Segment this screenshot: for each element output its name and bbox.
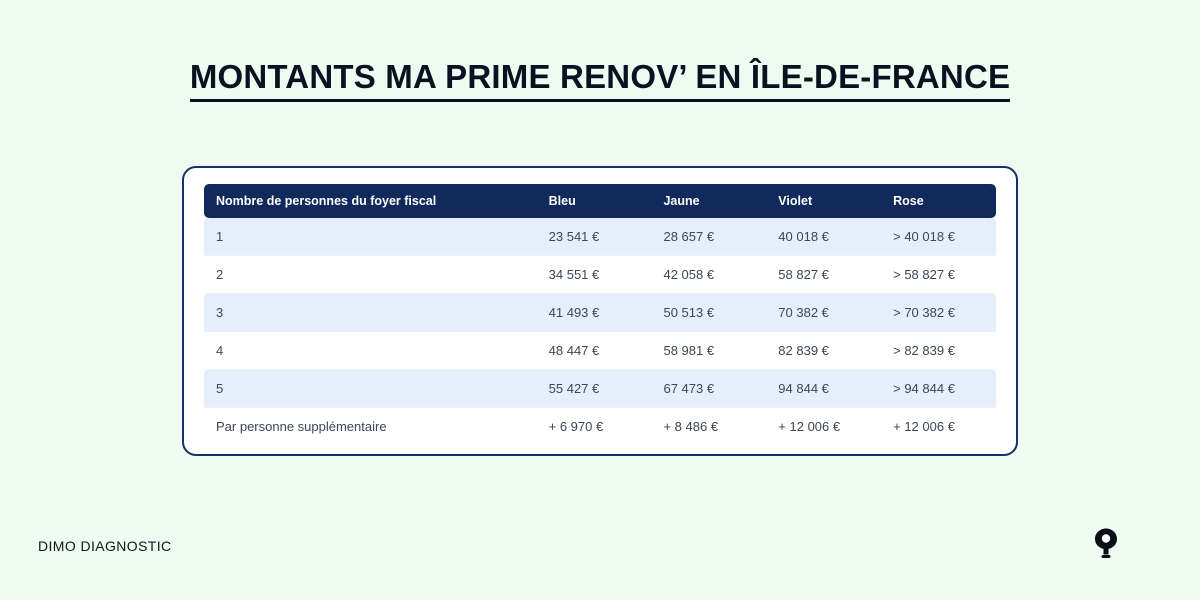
table-card [182, 166, 1018, 456]
cell-household: Par personne supplémentaire [216, 419, 387, 434]
cell-violet: 82 839 € [766, 332, 881, 370]
cell-household: 2 [204, 256, 537, 294]
cell-violet: 94 844 € [766, 370, 881, 408]
table-row [204, 218, 996, 256]
cell-rose: > 94 844 € [881, 370, 996, 408]
table-header [204, 184, 996, 218]
cell-bleu: 23 541 € [537, 218, 652, 256]
cell-bleu: 48 447 € [537, 332, 652, 370]
cell-jaune: 67 473 € [651, 370, 766, 408]
cell-rose: > 70 382 € [881, 294, 996, 332]
brand-logo-icon [1092, 527, 1120, 559]
cell-jaune: + 8 486 € [663, 419, 719, 434]
cell-household: 4 [204, 332, 537, 370]
column-header-households: Nombre de personnes du foyer fiscal [204, 184, 537, 218]
cell-bleu: 41 493 € [537, 294, 652, 332]
cell-bleu: 34 551 € [537, 256, 652, 294]
cell-violet: 40 018 € [766, 218, 881, 256]
table-row [204, 370, 996, 408]
cell-violet: 58 827 € [766, 256, 881, 294]
footer-brand-label: DIMO DIAGNOSTIC [38, 538, 172, 554]
cell-bleu: 55 427 € [537, 370, 652, 408]
table-row [204, 408, 996, 446]
page-title-text: MONTANTS MA PRIME RENOV’ EN ÎLE-DE-FRANCE [190, 58, 1010, 102]
table-body [204, 218, 996, 445]
cell-household: 5 [204, 370, 537, 408]
table-row [204, 332, 996, 370]
cell-household: 1 [204, 218, 537, 256]
cell-rose: > 82 839 € [881, 332, 996, 370]
cell-jaune: 28 657 € [651, 218, 766, 256]
cell-bleu: + 6 970 € [548, 419, 604, 434]
cell-jaune: 58 981 € [651, 332, 766, 370]
column-header-violet: Violet [766, 184, 881, 218]
column-header-jaune: Jaune [651, 184, 766, 218]
amounts-table [204, 184, 996, 445]
column-header-bleu: Bleu [537, 184, 652, 218]
page-title [0, 58, 1200, 96]
cell-rose: + 12 006 € [893, 419, 955, 434]
table-header-row [204, 184, 996, 218]
cell-violet: + 12 006 € [778, 419, 841, 434]
cell-rose: > 58 827 € [881, 256, 996, 294]
column-header-rose: Rose [881, 184, 996, 218]
cell-household: 3 [204, 294, 537, 332]
table-row [204, 294, 996, 332]
cell-jaune: 42 058 € [651, 256, 766, 294]
cell-rose: > 40 018 € [881, 218, 996, 256]
cell-jaune: 50 513 € [651, 294, 766, 332]
table-row [204, 256, 996, 294]
cell-violet: 70 382 € [766, 294, 881, 332]
